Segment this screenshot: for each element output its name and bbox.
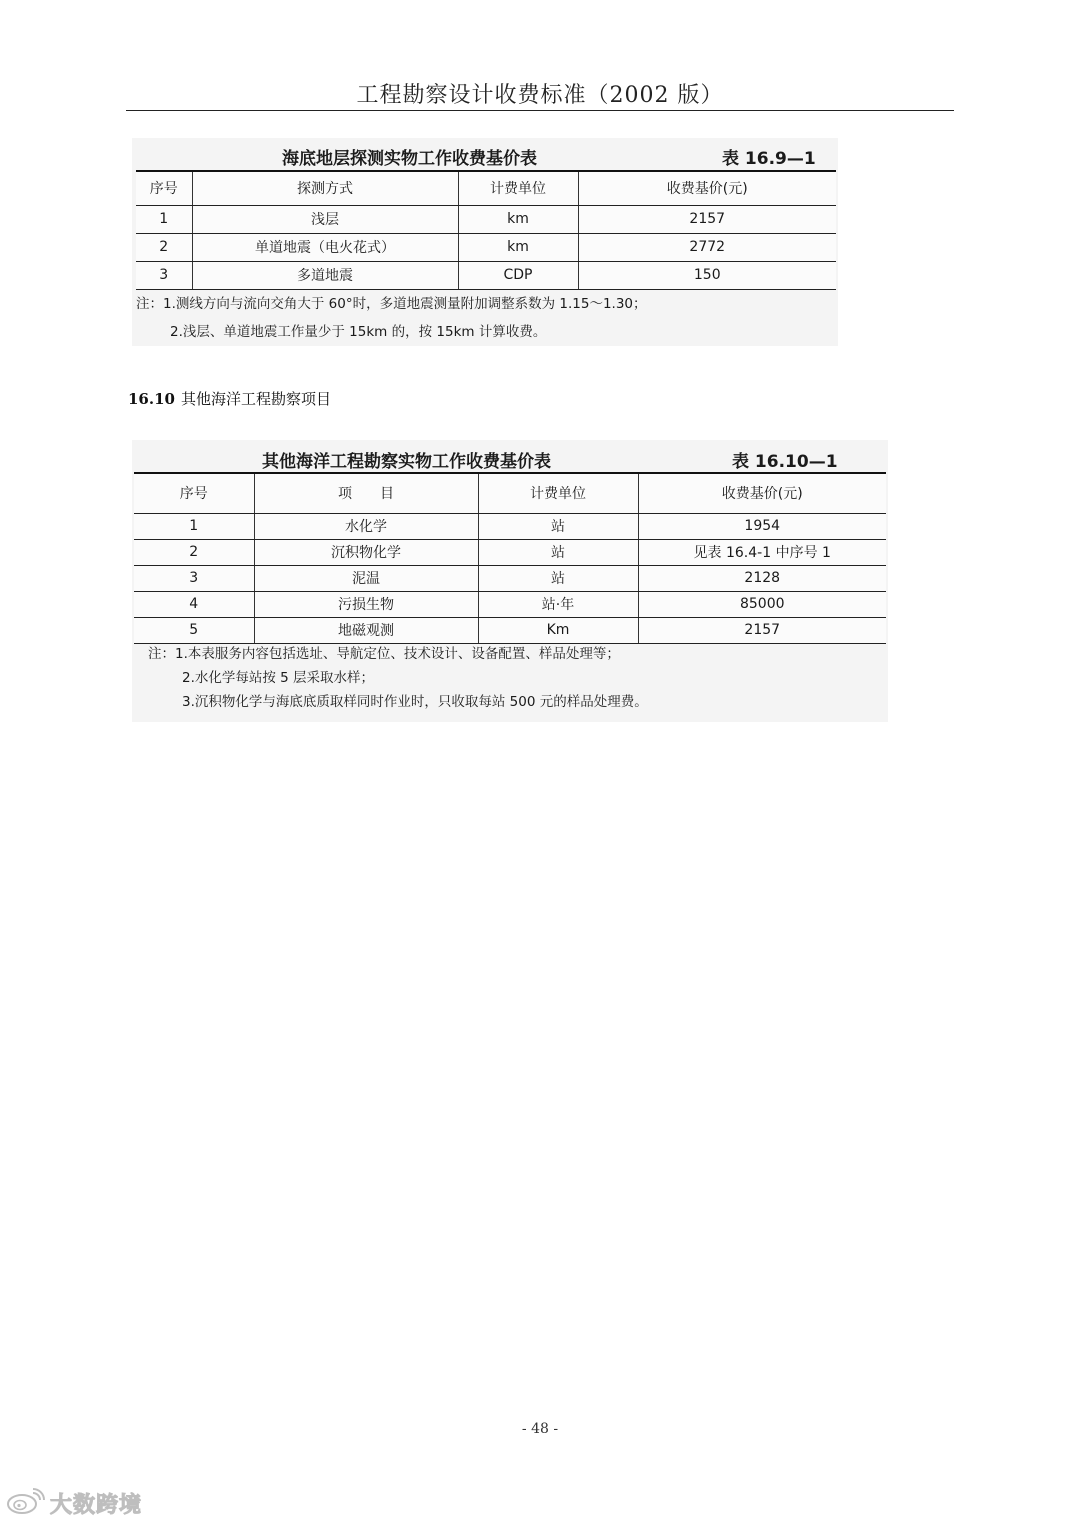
row-unit: km <box>458 205 578 233</box>
row-unit: 站 <box>478 565 638 591</box>
table-row <box>134 513 886 539</box>
row-item: 水化学 <box>254 513 478 539</box>
row-item: 污损生物 <box>254 591 478 617</box>
table-row <box>134 539 886 565</box>
note-line: 3.沉积物化学与海底底质取样同时作业时，只收取每站 500 元的样品处理费。 <box>182 694 648 710</box>
row-method: 多道地震 <box>192 261 458 289</box>
row-price: 2128 <box>638 565 886 591</box>
row-price: 85000 <box>638 591 886 617</box>
row-unit: CDP <box>458 261 578 289</box>
table2-col-no: 序号 <box>134 473 254 513</box>
running-header: 工程勘察设计收费标准（2002 版） <box>356 83 724 108</box>
table2-col-unit: 计费单位 <box>478 473 638 513</box>
row-unit: km <box>458 233 578 261</box>
row-no: 5 <box>134 617 254 643</box>
row-unit: Km <box>478 617 638 643</box>
row-price: 150 <box>578 261 836 289</box>
row-unit: 站 <box>478 539 638 565</box>
table2-notes <box>148 642 648 714</box>
row-unit: 站 <box>478 513 638 539</box>
row-price: 2772 <box>578 233 836 261</box>
table-row <box>136 205 836 233</box>
table1-scan <box>132 138 838 346</box>
table-row <box>136 261 836 289</box>
row-price: 2157 <box>638 617 886 643</box>
header-rule <box>126 110 954 111</box>
table1-number: 表 16.9—1 <box>722 149 816 169</box>
row-no: 1 <box>134 513 254 539</box>
table1-col-no: 序号 <box>136 171 192 205</box>
row-no: 3 <box>134 565 254 591</box>
table2-title: 其他海洋工程勘察实物工作收费基价表 <box>262 452 551 472</box>
row-price: 见表 16.4-1 中序号 1 <box>638 539 886 565</box>
row-no: 4 <box>134 591 254 617</box>
note-line: 2.浅层、单道地震工作量少于 15km 的，按 15km 计算收费。 <box>170 324 547 340</box>
row-no: 1 <box>136 205 192 233</box>
row-no: 2 <box>136 233 192 261</box>
row-method: 单道地震（电火花式） <box>192 233 458 261</box>
page-number: - 48 - <box>521 1421 559 1437</box>
table1-header-row <box>136 171 836 205</box>
row-price: 1954 <box>638 513 886 539</box>
watermark-text: 大数跨境 <box>50 1492 143 1518</box>
row-item: 泥温 <box>254 565 478 591</box>
table1-col-method: 探测方式 <box>192 171 458 205</box>
table2-header-row <box>134 473 886 513</box>
table1 <box>136 170 836 290</box>
table2-scan <box>132 440 888 722</box>
table2-col-item: 项 目 <box>254 473 478 513</box>
row-no: 3 <box>136 261 192 289</box>
section-number: 16.10 <box>128 390 175 408</box>
row-item: 沉积物化学 <box>254 539 478 565</box>
watermark <box>6 1488 142 1518</box>
table1-col-price: 收费基价(元) <box>578 171 836 205</box>
row-price: 2157 <box>578 205 836 233</box>
table2 <box>134 472 886 644</box>
note-line: 注：1.测线方向与流向交角大于 60°时，多道地震测量附加调整系数为 1.15～1.30； <box>136 296 647 312</box>
row-method: 浅层 <box>192 205 458 233</box>
section-heading <box>128 388 331 409</box>
table-row <box>134 617 886 643</box>
table-row <box>136 233 836 261</box>
table1-notes <box>136 290 647 346</box>
table2-number: 表 16.10—1 <box>732 452 838 472</box>
table-row <box>134 591 886 617</box>
weibo-logo-icon <box>6 1487 46 1519</box>
note-line: 注：1.本表服务内容包括选址、导航定位、技术设计、设备配置、样品处理等； <box>148 646 620 662</box>
table2-col-price: 收费基价(元) <box>638 473 886 513</box>
row-no: 2 <box>134 539 254 565</box>
section-title: 其他海洋工程勘察项目 <box>180 390 331 408</box>
row-unit: 站·年 <box>478 591 638 617</box>
table1-col-unit: 计费单位 <box>458 171 578 205</box>
table-row <box>134 565 886 591</box>
note-line: 2.水化学每站按 5 层采取水样； <box>182 670 375 686</box>
table1-title: 海底地层探测实物工作收费基价表 <box>282 149 537 169</box>
row-item: 地磁观测 <box>254 617 478 643</box>
